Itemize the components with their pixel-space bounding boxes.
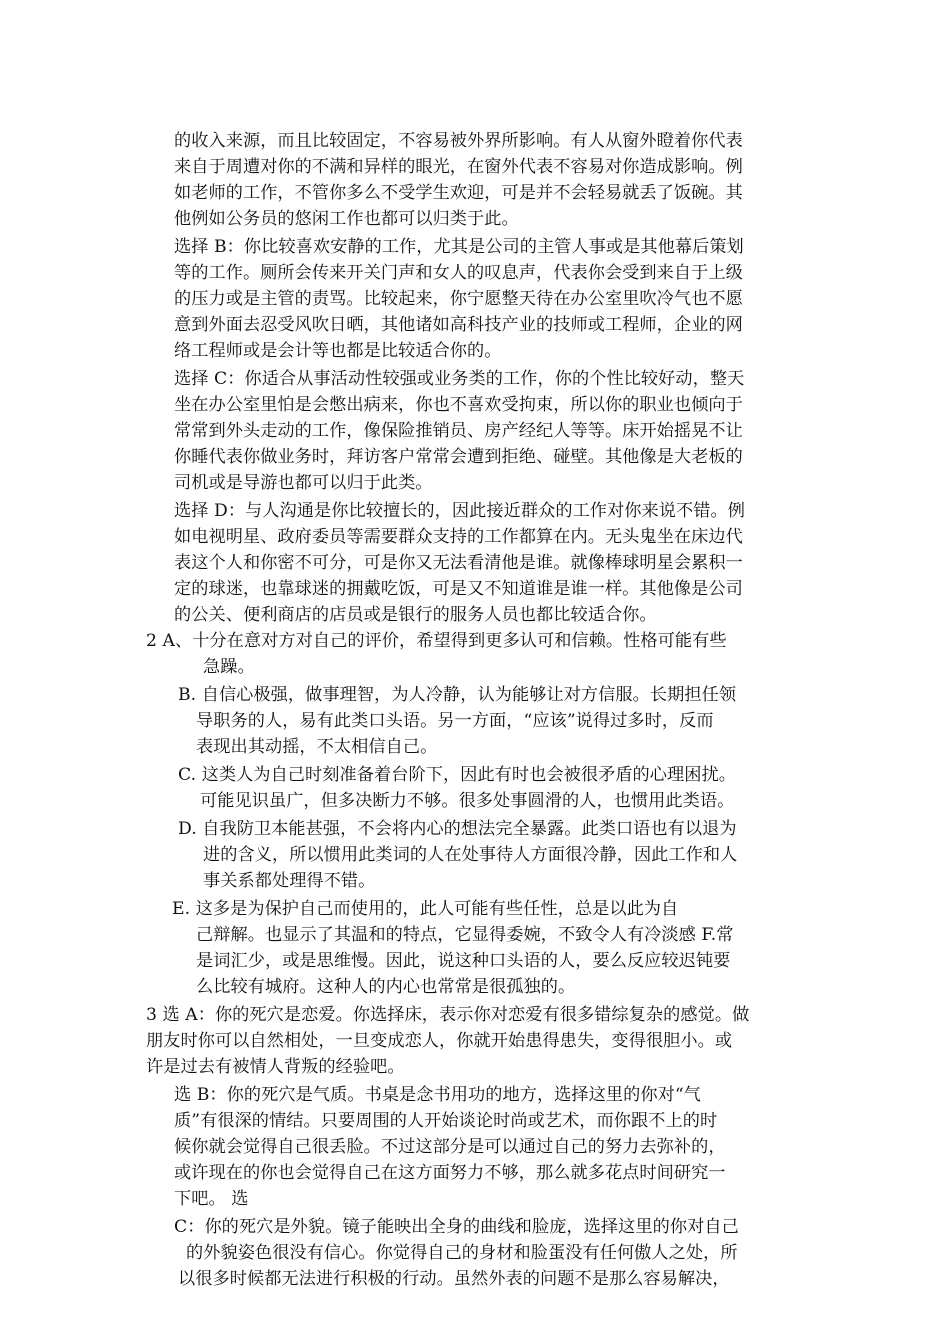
text-line: 或许现在的你也会觉得自己在这方面努力不够，那么就多花点时间研究一 (174, 1163, 726, 1183)
text-line: 么比较有城府。这种人的内心也常常是很孤独的。 (196, 977, 576, 997)
text-line: 如电视明星、政府委员等需要群众支持的工作都算在内。无头鬼坐在床边代 (174, 527, 743, 547)
text-line: E. 这多是为保护自己而使用的，此人可能有些任性，总是以此为自 (172, 899, 679, 919)
text-line: 事关系都处理得不错。 (203, 871, 376, 891)
text-line: 选 B：你的死穴是气质。书桌是念书用功的地方，选择这里的你对“气 (174, 1085, 701, 1105)
text-line: 表现出其动摇，不太相信自己。 (196, 737, 438, 757)
text-line: 如老师的工作，不管你多么不受学生欢迎，可是并不会轻易就丢了饭碗。其 (174, 183, 743, 203)
text-line: 可能见识虽广，但多决断力不够。很多处事圆滑的人，也惯用此类语。 (200, 791, 735, 811)
text-line: 络工程师或是会计等也都是比较适合你的。 (174, 341, 502, 361)
text-line: 选择 D：与人沟通是你比较擅长的，因此接近群众的工作对你来说不错。例 (174, 501, 745, 521)
text-line: 己辩解。也显示了其温和的特点，它显得委婉，不致令人有冷淡感 F.常 (196, 925, 734, 945)
text-line: 常常到外头走动的工作，像保险推销员、房产经纪人等等。床开始摇晃不让 (174, 421, 743, 441)
text-line: 候你就会觉得自己很丢脸。不过这部分是可以通过自己的努力去弥补的， (174, 1137, 726, 1157)
text-line: 等的工作。厕所会传来开关门声和女人的叹息声，代表你会受到来自于上级 (174, 263, 743, 283)
text-line: D. 自我防卫本能甚强，不会将内心的想法完全暴露。此类口语也有以退为 (178, 819, 737, 839)
text-line: 的压力或是主管的责骂。比较起来，你宁愿整天待在办公室里吹冷气也不愿 (174, 289, 743, 309)
text-line: 司机或是导游也都可以归于此类。 (174, 473, 433, 493)
text-line: 选择 B：你比较喜欢安静的工作，尤其是公司的主管人事或是其他幕后策划 (174, 237, 744, 257)
text-line: 朋友时你可以自然相处，一旦变成恋人，你就开始患得患失，变得很胆小。或 (146, 1031, 733, 1051)
text-line: 定的球迷，也靠球迷的拥戴吃饭，可是又不知道谁是谁一样。其他像是公司 (174, 579, 743, 599)
text-line: 急躁。 (203, 657, 255, 677)
text-line: 质”有很深的情结。只要周围的人开始谈论时尚或艺术，而你跟不上的时 (174, 1111, 718, 1131)
text-line: C. 这类人为自己时刻准备着台阶下，因此有时也会被很矛盾的心理困扰。 (178, 765, 736, 785)
text-line: 坐在办公室里怕是会憋出病来，你也不喜欢受拘束，所以你的职业也倾向于 (174, 395, 743, 415)
text-line: 意到外面去忍受风吹日晒，其他诸如高科技产业的技师或工程师，企业的网 (174, 315, 743, 335)
text-line: 表这个人和你密不可分，可是你又无法看清他是谁。就像棒球明星会累积一 (174, 553, 743, 573)
text-line: 的外貌姿色很没有信心。你觉得自己的身材和脸蛋没有任何傲人之处，所 (186, 1243, 738, 1263)
text-line: 的收入来源，而且比较固定，不容易被外界所影响。有人从窗外瞪着你代表 (174, 131, 743, 151)
text-line: 2 A、十分在意对方对自己的评价，希望得到更多认可和信赖。性格可能有些 (146, 631, 727, 651)
text-line: 是词汇少，或是思维慢。因此，说这种口头语的人，要么反应较迟钝要 (196, 951, 731, 971)
text-line: C：你的死穴是外貌。镜子能映出全身的曲线和脸庞，选择这里的你对自己 (174, 1217, 739, 1237)
text-line: 3 选 A：你的死穴是恋爱。你选择床，表示你对恋爱有很多错综复杂的感觉。做 (146, 1005, 750, 1025)
text-line: 的公关、便利商店的店员或是银行的服务人员也都比较适合你。 (174, 605, 657, 625)
text-line: 进的含义，所以惯用此类词的人在处事待人方面很冷静，因此工作和人 (203, 845, 738, 865)
text-line: 选择 C：你适合从事活动性较强或业务类的工作，你的个性比较好动，整天 (174, 369, 745, 389)
text-line: B. 自信心极强，做事理智，为人冷静，认为能够让对方信服。长期担任领 (178, 685, 737, 705)
text-line: 导职务的人，易有此类口头语。另一方面，“应该”说得过多时，反而 (196, 711, 714, 731)
text-line: 下吧。 选 (174, 1189, 249, 1209)
text-line: 以很多时候都无法进行积极的行动。虽然外表的问题不是那么容易解决， (178, 1269, 730, 1289)
text-line: 来自于周遭对你的不满和异样的眼光，在窗外代表不容易对你造成影响。例 (174, 157, 743, 177)
text-line: 你睡代表你做业务时，拜访客户常常会遭到拒绝、碰壁。其他像是大老板的 (174, 447, 743, 467)
text-line: 许是过去有被情人背叛的经验吧。 (146, 1057, 405, 1077)
text-line: 他例如公务员的悠闲工作也都可以归类于此。 (174, 209, 519, 229)
